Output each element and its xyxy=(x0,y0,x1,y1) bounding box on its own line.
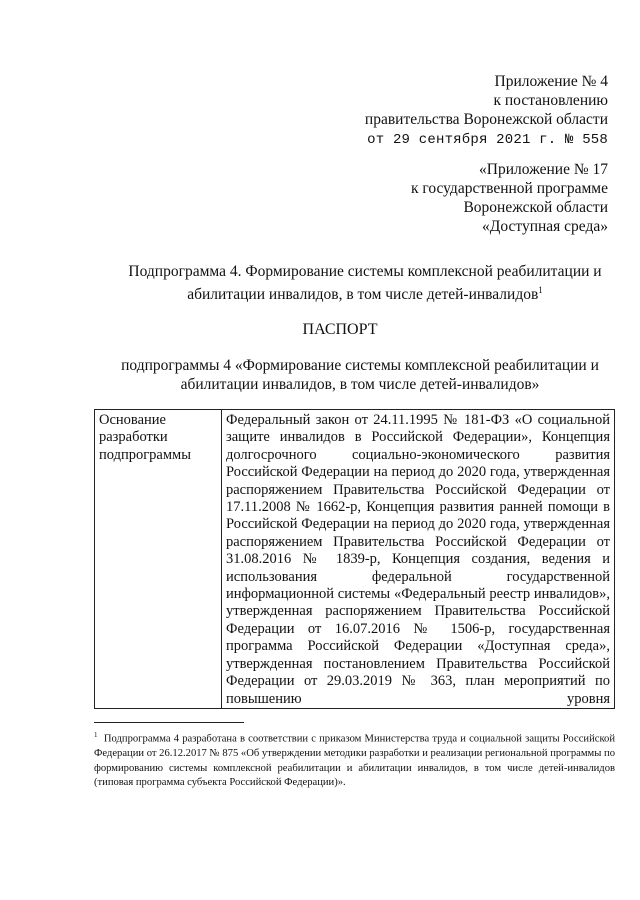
row-content-cell: Федеральный закон от 24.11.1995 № 181-ФЗ «О социальной защите инвалидов в Российской Федерации», Концепция долгосрочного социально-экономического развития Российской Федерации на период до 2020 года, утвержденная распоряжением Правительства Российской Федерации от 17.11.2008 № 1662-р, Концепция развития ранней помощи в Российской Федерации на период до 2020 года, утвержденная распоряжением Правительства Российской Федерации от 31.08.2016 № 1839-р, Концепция создания, ведения и использования федеральной государственной информационной системы «Федеральный реестр инвалидов», утвержденная распоряжением Правительства Российской Федерации от 16.07.2016 № 1506-р, государственная программа Российской Федерации «Доступная среда», утвержденная постановлением Правительства Российской Федерации от 29.03.2019 № 363, план мероприятий по повышению уровня xyxy=(222,410,615,709)
program-appendix-ref: к государственной программе xyxy=(410,180,608,197)
subprogram-title-line2: абилитации инвалидов, в том числе детей-инвалидов$^1$ xyxy=(187,285,543,304)
program-appendix-region: Воронежской области xyxy=(463,199,608,216)
footnote-divider xyxy=(94,722,244,723)
row-label-line2: разработки xyxy=(99,429,168,446)
program-appendix-header xyxy=(411,160,608,236)
table-row xyxy=(95,410,615,709)
passport-subtitle-line2: абилитации инвалидов, в том числе детей-инвалидов» xyxy=(180,376,540,393)
passport-table xyxy=(94,409,615,709)
passport-title: ПАСПОРТ xyxy=(302,321,378,338)
passport-subtitle xyxy=(60,356,620,394)
passport-subtitle-line1: подпрограммы 4 «Формирование системы комплексной реабилитации и xyxy=(121,357,599,374)
appendix-ref: к постановлению xyxy=(493,92,608,109)
program-appendix-name: «Доступная среда» xyxy=(482,218,608,235)
appendix-header xyxy=(365,72,608,150)
appendix-date: от 29 сентября 2021 г. № 558 xyxy=(367,132,608,148)
footnote-mark: 1 xyxy=(94,731,98,739)
row-label-line3: подпрограммы xyxy=(99,446,191,463)
footnote-ref-mark: 1 xyxy=(538,285,543,295)
row-label-line1: Основание xyxy=(99,412,166,428)
footnote xyxy=(94,728,615,791)
appendix-number: Приложение № 4 xyxy=(494,73,608,90)
subprogram-title-line1: Подпрограмма 4. Формирование системы комплексной реабилитации и xyxy=(128,263,602,280)
subprogram-title xyxy=(60,262,620,304)
program-appendix-number: «Приложение № 17 xyxy=(479,161,608,178)
row-label-cell xyxy=(95,410,222,709)
footnote-text: Подпрограмма 4 разработана в соответствии с приказом Министерства труда и социальной защиты Российской Федерации от 26.12.2017 № 875 «Об утверждении методики разработки и реализации региональной программы по формированию системы комплексной реабилитации и абилитации инвалидов, в том числе детей-инвалидов (типовая программа субъекта Российской Федерации)». xyxy=(94,733,616,789)
appendix-authority: правительства Воронежской области xyxy=(364,111,608,128)
